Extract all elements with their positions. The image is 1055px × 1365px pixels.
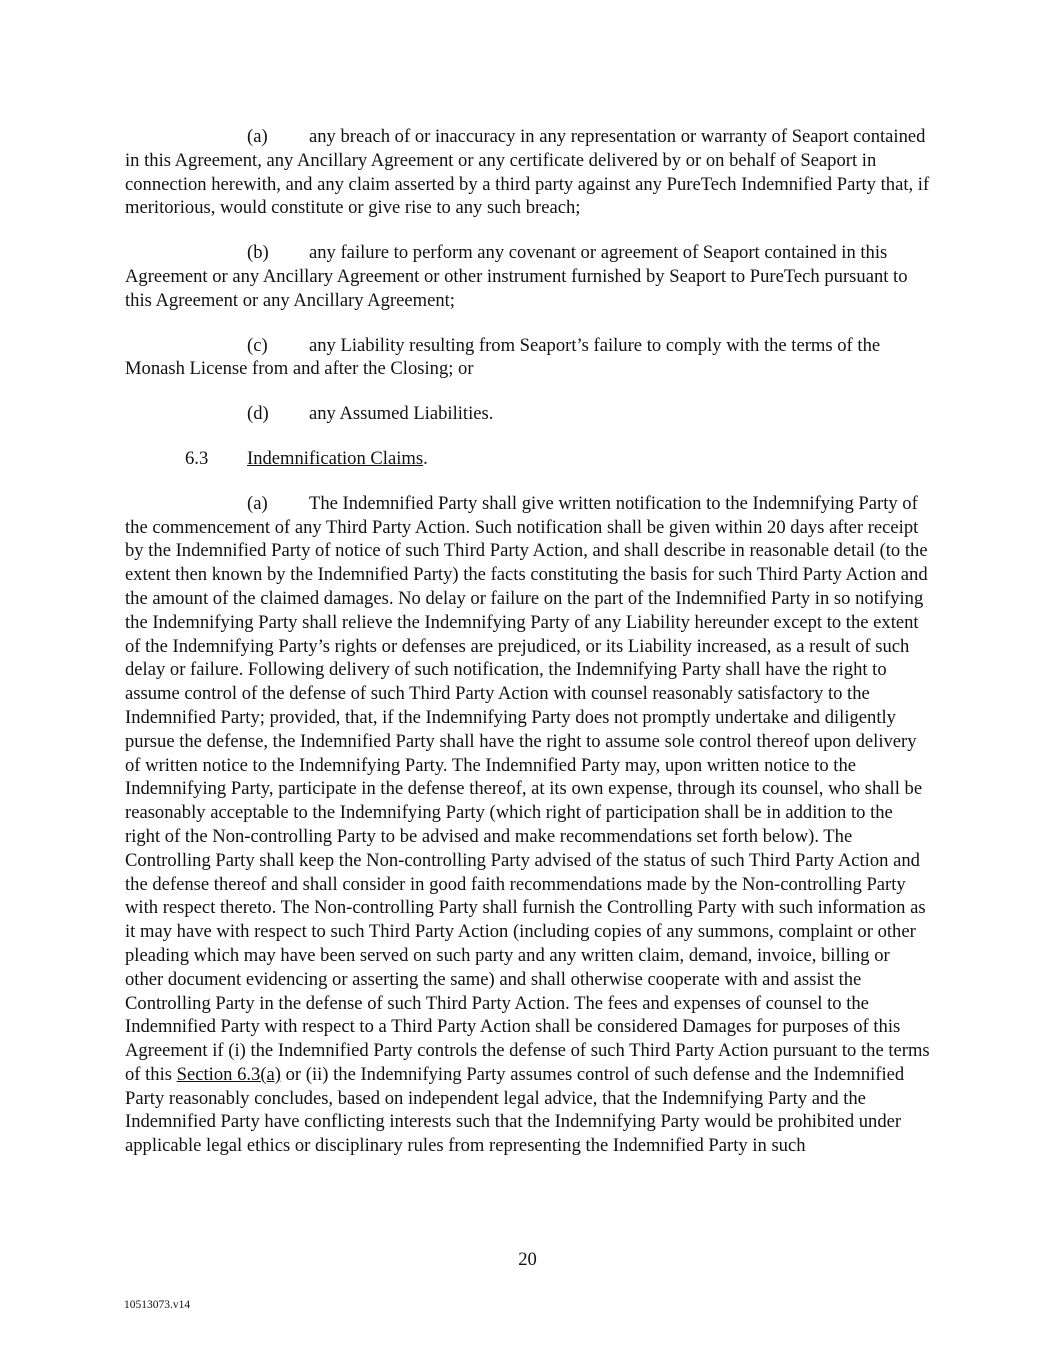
- clause-label: (c): [247, 334, 268, 356]
- clause-label: (a): [247, 126, 268, 147]
- clause-label: (b): [247, 242, 269, 264]
- clause-text: any Assumed Liabilities.: [309, 403, 494, 425]
- document-body: [125, 125, 931, 1179]
- clause-text-part-2: or (ii) the Indemnifying Party assumes control of such defense and the Indemnified Party reasonably concludes, based on independent legal advice, that the Indemnifying Party and the Indemnified Party have conflicting interests such that the Indemnifying Party would be prohibited under applicable legal ethics or disciplinary rules from representing the Indemnified Party in such: [125, 1063, 905, 1157]
- indemnity-clause-a: [125, 125, 931, 220]
- page-number: 20: [518, 1249, 537, 1270]
- indemnity-clause-b: [125, 241, 931, 312]
- section-title-punctuation: .: [423, 447, 428, 469]
- claims-clause-a: [125, 492, 931, 1158]
- document-id: 10513073.v14: [124, 1299, 191, 1311]
- section-cross-reference: Section 6.3(a): [176, 1063, 281, 1085]
- clause-label: (a): [247, 492, 268, 514]
- clause-text: any breach of or inaccuracy in any representation or warranty of Seaport contained in this Agreement, any Ancillary Agreement or any certificate delivered by or on behalf of Seaport in connection herewith, and any claim asserted by a third party against any PureTech Indemnified Party that, if meritorious, would constitute or give rise to any such breach;: [125, 126, 930, 219]
- clause-text: any Liability resulting from Seaport’s failure to comply with the terms of the Monash License from and after the Closing; or: [125, 334, 881, 380]
- section-heading: [125, 447, 931, 471]
- clause-text-part-1: The Indemnified Party shall give written notification to the Indemnifying Party of the commencement of any Third Party Action. Such notification shall be given within 20 days after receipt by the Indemnified Party of notice of such Third Party Action, and shall describe in reasonable detail (to the extent then known by the Indemnified Party) the facts constituting the basis for such Third Party Action and the amount of the claimed damages. No delay or failure on the part of the Indemnified Party in so notifying the Indemnifying Party shall relieve the Indemnifying Party of any Liability hereunder except to the extent of the Indemnifying Party’s rights or defenses are prejudiced, or its Liability increased, as a result of such delay or failure. Following delivery of such notification, the Indemnifying Party shall have the right to assume control of the defense of such Third Party Action with counsel reasonably satisfactory to the Indemnified Party; provided, that, if the Indemnifying Party does not promptly undertake and diligently pursue the defense, the Indemnified Party shall have the right to assume sole control thereof upon delivery of written notice to the Indemnifying Party. The Indemnified Party may, upon written notice to the Indemnifying Party, participate in the defense thereof, at its own expense, through its counsel, who shall be reasonably acceptable to the Indemnifying Party (which right of participation shall be in addition to the right of the Non-controlling Party to be advised and make recommendations set forth below). The Controlling Party shall keep the Non-controlling Party advised of the status of such Third Party Action and the defense thereof and shall consider in good faith recommendations made by the Non-controlling Party with respect thereto. The Non-controlling Party shall furnish the Controlling Party with such information as it may have with respect to such Third Party Action (including copies of any summons, complaint or other pleading which may have been served on such party and any written claim, demand, invoice, billing or other document evidencing or asserting the same) and shall otherwise cooperate with and assist the Controlling Party in the defense of such Third Party Action. The fees and expenses of counsel to the Indemnified Party with respect to a Third Party Action shall be considered Damages for purposes of this Agreement if (i) the Indemnified Party controls the defense of such Third Party Action pursuant to the terms of this: [125, 492, 930, 1085]
- section-title: Indemnification Claims: [247, 447, 424, 469]
- clause-text: any failure to perform any covenant or agreement of Seaport contained in this Agreement or any Ancillary Agreement or other instrument furnished by Seaport to PureTech pursuant to this Agreement or any Ancillary Agreement;: [125, 242, 908, 311]
- section-number: 6.3: [185, 447, 209, 469]
- indemnity-clause-d: [125, 402, 931, 426]
- indemnity-clause-c: [125, 334, 931, 382]
- clause-label: (d): [247, 403, 269, 425]
